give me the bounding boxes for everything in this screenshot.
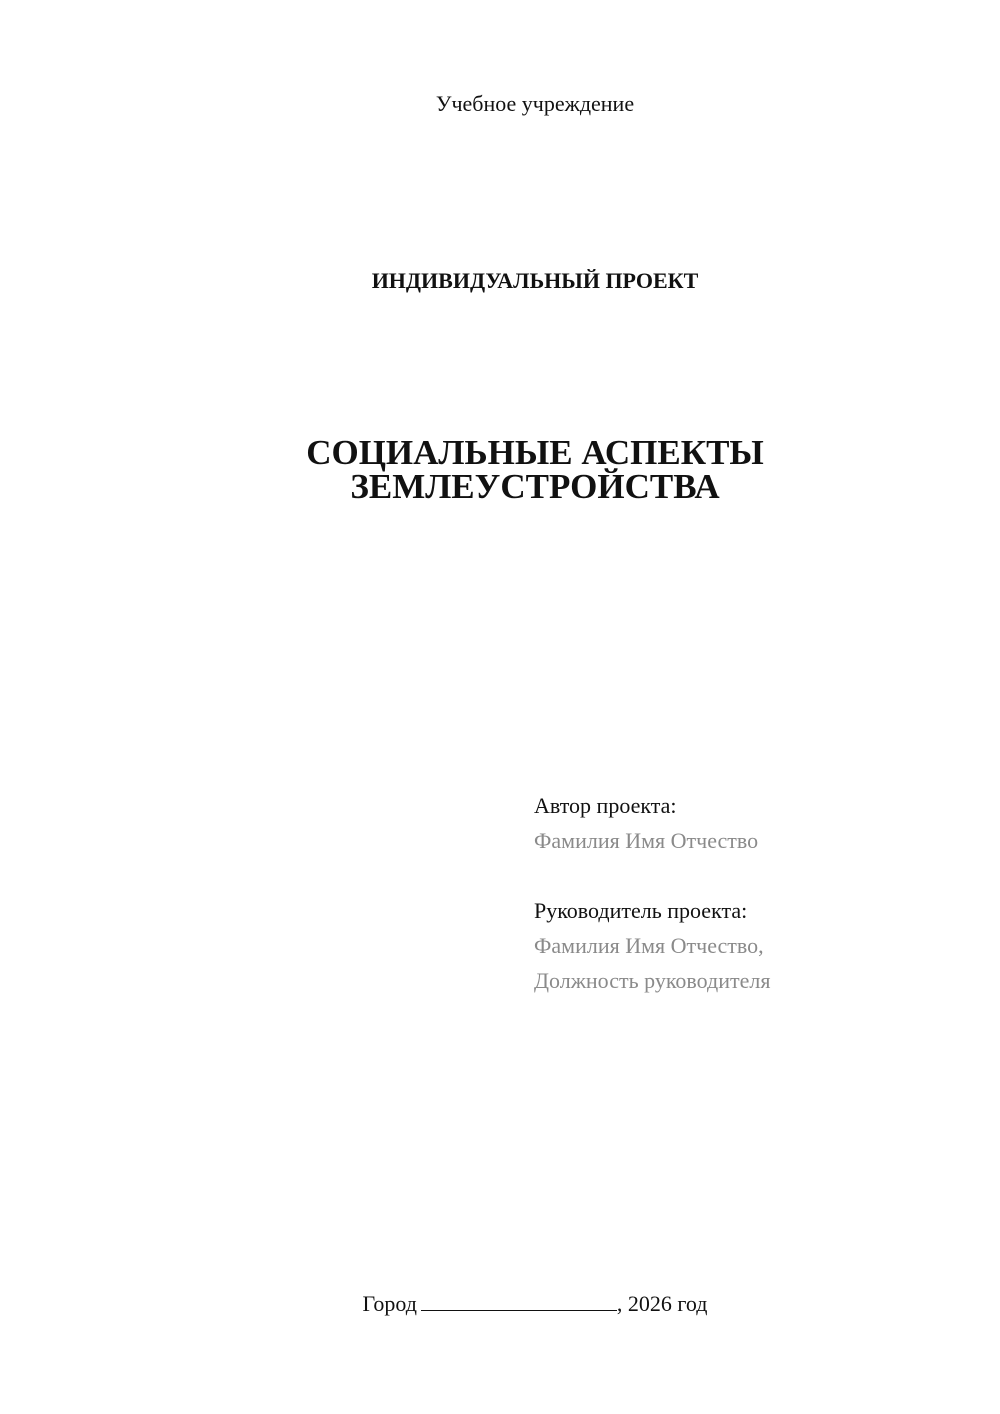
supervisor-name: Фамилия Имя Отчество,	[534, 933, 764, 958]
project-title	[0, 433, 1000, 506]
supervisor-position: Должность руководителя	[534, 968, 771, 993]
author-group	[534, 788, 974, 858]
author-name: Фамилия Имя Отчество	[534, 828, 759, 853]
supervisor-label: Руководитель проекта:	[534, 898, 748, 923]
city-label: Город	[362, 1291, 417, 1316]
year-text: , 2026 год	[616, 1291, 708, 1316]
city-year-line	[0, 1290, 1000, 1318]
supervisor-group	[534, 893, 974, 998]
project-title-line-1: СОЦИАЛЬНЫЕ АСПЕКТЫ	[306, 433, 764, 472]
project-type-heading: ИНДИВИДУАЛЬНЫЙ ПРОЕКТ	[371, 268, 699, 293]
city-blank-line	[421, 1292, 617, 1311]
institution-name: Учебное учреждение	[435, 91, 635, 116]
project-title-line-2: ЗЕМЛЕУСТРОЙСТВА	[350, 467, 720, 506]
author-label: Автор проекта:	[534, 793, 677, 818]
credits-block	[534, 788, 974, 998]
